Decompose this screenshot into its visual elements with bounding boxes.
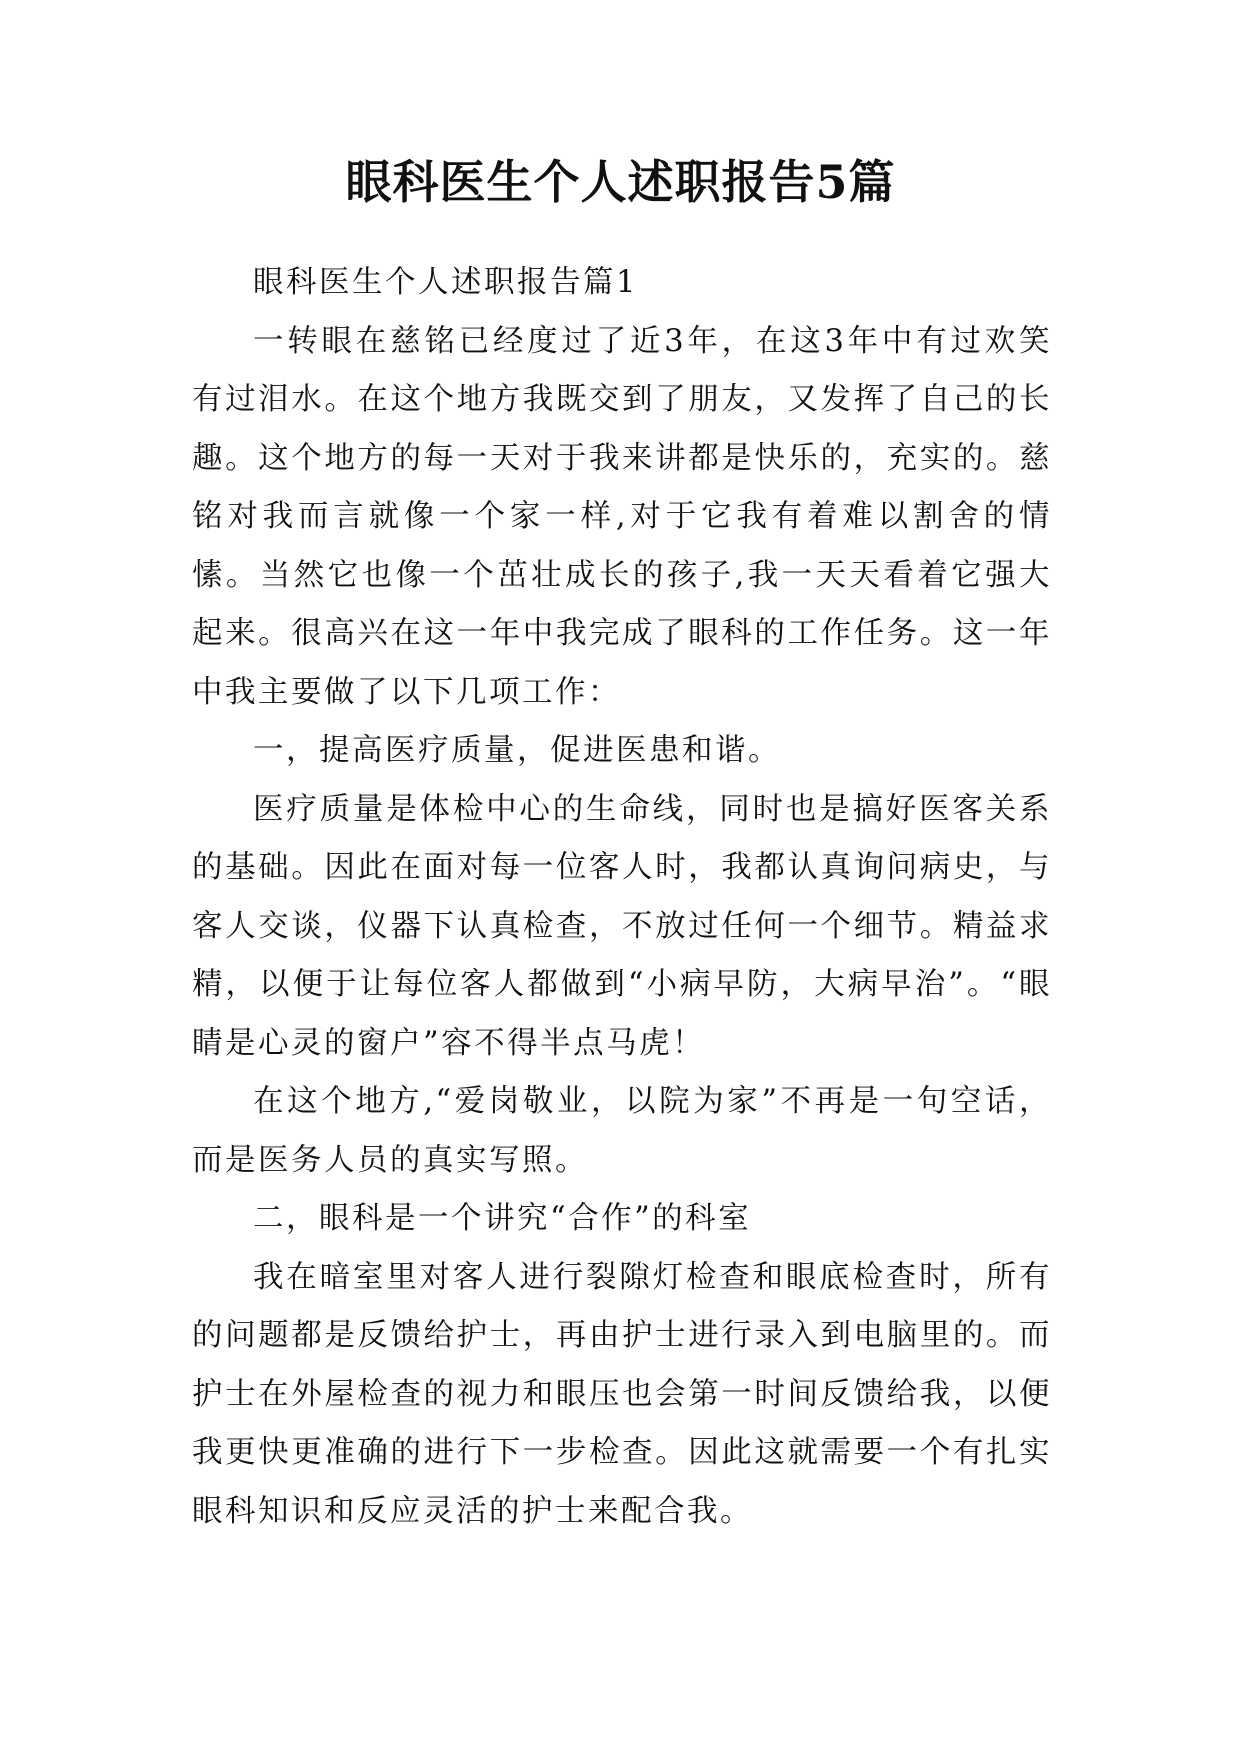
paragraph: 我在暗室里对客人进行裂隙灯检查和眼底检查时，所有的问题都是反馈给护士，再由护士进行录入到电脑里的。而护士在外屋检查的视力和眼压也会第一时间反馈给我，以便我更快更准确的进行下一步检查。因此这就需要一个有扎实眼科知识和反应灵活的护士来配合我。: [192, 1259, 1052, 1529]
document-body: [192, 254, 1052, 1541]
paragraph: 医疗质量是体检中心的生命线，同时也是搞好医客关系的基础。因此在面对每一位客人时，我都认真询问病史，与客人交谈，仪器下认真检查，不放过任何一个细节。精益求精，以便于让每位客人都做到“小病早防，大病早治”。“眼睛是心灵的窗户”容不得半点马虎！: [192, 791, 1052, 1061]
paragraph: 在这个地方,“爱岗敬业，以院为家”不再是一句空话，而是医务人员的真实写照。: [192, 1084, 1052, 1178]
section-heading: 眼科医生个人述职报告篇1: [253, 265, 638, 300]
subheading: 一，提高医疗质量，促进医患和谐。: [253, 733, 781, 768]
document-title: 眼科医生个人述职报告5篇: [345, 155, 896, 209]
subheading: 二，眼科是一个讲究“合作”的科室: [253, 1201, 752, 1236]
paragraph: 一转眼在慈铭已经度过了近3年，在这3年中有过欢笑有过泪水。在这个地方我既交到了朋友，又发挥了自己的长趣。这个地方的每一天对于我来讲都是快乐的，充实的。慈铭对我而言就像一个家一样,对于它我有着难以割舍的情愫。当然它也像一个茁壮成长的孩子,我一天天看着它强大起来。很高兴在这一年中我完成了眼科的工作任务。这一年中我主要做了以下几项工作：: [192, 323, 1052, 710]
